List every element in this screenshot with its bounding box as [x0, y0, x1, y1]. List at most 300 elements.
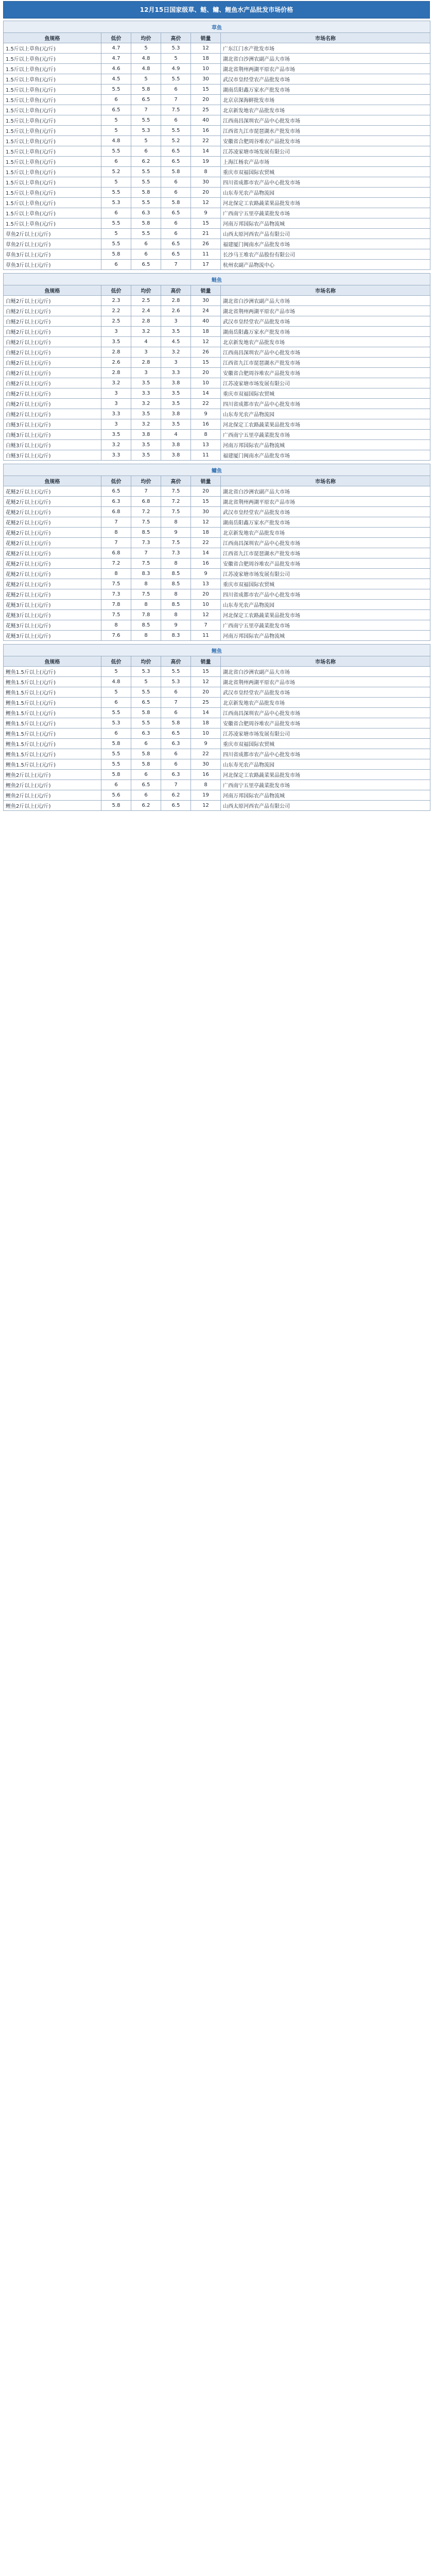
spec-cell: 鲤鱼2斤以上(元/斤) — [4, 780, 101, 790]
price-cell: 5.3 — [131, 667, 161, 677]
price-cell: 5.5 — [101, 218, 131, 229]
price-cell: 20 — [191, 589, 221, 600]
price-cell: 5.3 — [161, 43, 191, 54]
price-cell: 7.5 — [131, 558, 161, 569]
table-row — [4, 146, 430, 157]
price-cell: 5.2 — [101, 167, 131, 177]
table-row — [4, 780, 430, 790]
price-cell: 4.8 — [101, 677, 131, 687]
price-cell: 5.2 — [161, 136, 191, 146]
spec-cell: 1.5斤以上草鱼(元/斤) — [4, 115, 101, 126]
price-cell: 2.8 — [161, 296, 191, 306]
spec-cell: 白鲢3斤以上(元/斤) — [4, 430, 101, 440]
market-cell: 湖南岳阳鑫万家水产批发市场 — [221, 517, 430, 528]
market-cell: 北京新发地农产品批发市场 — [221, 528, 430, 538]
price-cell: 18 — [191, 528, 221, 538]
table-row — [4, 306, 430, 316]
table-row — [4, 569, 430, 579]
price-cell: 5.8 — [101, 770, 131, 780]
price-cell: 6 — [161, 687, 191, 698]
price-cell: 6.5 — [161, 249, 191, 260]
price-table — [3, 21, 430, 270]
price-cell: 3.2 — [131, 327, 161, 337]
spec-cell: 鲤鱼2斤以上(元/斤) — [4, 801, 101, 811]
spec-cell: 鲤鱼2斤以上(元/斤) — [4, 790, 101, 801]
price-cell: 8 — [161, 589, 191, 600]
price-cell: 5.8 — [131, 749, 161, 759]
spec-cell: 花鲢2斤以上(元/斤) — [4, 569, 101, 579]
price-cell: 22 — [191, 749, 221, 759]
table-row — [4, 759, 430, 770]
price-cell: 5.5 — [101, 749, 131, 759]
price-cell: 22 — [191, 399, 221, 409]
market-cell: 四川省成都市农产品中心批发市场 — [221, 589, 430, 600]
market-cell: 江西南昌深圳农产品中心批发市场 — [221, 347, 430, 358]
price-cell: 5.3 — [131, 126, 161, 136]
table-row — [4, 749, 430, 759]
price-cell: 6.3 — [101, 497, 131, 507]
price-cell: 15 — [191, 84, 221, 95]
price-sections — [0, 21, 433, 814]
table-row — [4, 631, 430, 641]
price-cell: 30 — [191, 74, 221, 84]
column-header: 鱼规格 — [4, 33, 101, 43]
price-cell: 7 — [161, 780, 191, 790]
price-cell: 6.5 — [161, 208, 191, 218]
market-cell: 湖南岳阳鑫万家水产批发市场 — [221, 327, 430, 337]
price-cell: 6 — [161, 177, 191, 188]
price-cell: 8 — [161, 610, 191, 620]
market-cell: 江苏凌家塘市场发展有限公司 — [221, 569, 430, 579]
market-cell: 河南万邦国际农产品物流城 — [221, 631, 430, 641]
spec-cell: 鲤鱼1.5斤以上(元/斤) — [4, 728, 101, 739]
spec-cell: 花鲢3斤以上(元/斤) — [4, 631, 101, 641]
price-cell: 8.5 — [161, 579, 191, 589]
price-cell: 3 — [101, 327, 131, 337]
table-row — [4, 589, 430, 600]
spec-cell: 白鲢2斤以上(元/斤) — [4, 409, 101, 419]
price-cell: 6 — [101, 208, 131, 218]
price-cell: 5.8 — [161, 198, 191, 208]
spec-cell: 1.5斤以上草鱼(元/斤) — [4, 198, 101, 208]
price-cell: 5 — [161, 54, 191, 64]
price-cell: 5 — [131, 136, 161, 146]
table-row — [4, 64, 430, 74]
table-row — [4, 249, 430, 260]
column-header: 均价 — [131, 656, 161, 667]
market-cell: 江西省九江市琵琶湖水产批发市场 — [221, 126, 430, 136]
price-cell: 6.5 — [161, 801, 191, 811]
market-cell: 江苏凌家塘市场发展有限公司 — [221, 728, 430, 739]
price-cell: 3.2 — [161, 347, 191, 358]
table-row — [4, 347, 430, 358]
price-cell: 7.5 — [101, 579, 131, 589]
table-row — [4, 208, 430, 218]
table-row — [4, 610, 430, 620]
table-row — [4, 136, 430, 146]
spec-cell: 花鲢2斤以上(元/斤) — [4, 486, 101, 497]
market-cell: 江西南昌深圳农产品中心批发市场 — [221, 708, 430, 718]
price-cell: 3.8 — [131, 430, 161, 440]
table-row — [4, 790, 430, 801]
price-cell: 25 — [191, 698, 221, 708]
spec-cell: 花鲢3斤以上(元/斤) — [4, 620, 101, 631]
spec-cell: 白鲢3斤以上(元/斤) — [4, 419, 101, 430]
price-cell: 7 — [101, 538, 131, 548]
market-cell: 湖北省荆州两湖平原农产品市场 — [221, 677, 430, 687]
price-cell: 3 — [161, 316, 191, 327]
market-cell: 江西南昌深圳农产品中心批发市场 — [221, 538, 430, 548]
price-cell: 18 — [191, 54, 221, 64]
price-cell: 12 — [191, 801, 221, 811]
market-cell: 广西南宁五里亭蔬菜批发市场 — [221, 620, 430, 631]
price-cell: 3.3 — [161, 368, 191, 378]
price-cell: 4.9 — [161, 64, 191, 74]
spec-cell: 草鱼3斤以上(元/斤) — [4, 249, 101, 260]
table-row — [4, 296, 430, 306]
table-row — [4, 419, 430, 430]
market-cell: 河南万邦国际农产品物流城 — [221, 440, 430, 450]
price-cell: 3.8 — [161, 409, 191, 419]
price-cell: 6 — [161, 188, 191, 198]
market-cell: 湖北省白沙洲农副产品大市场 — [221, 296, 430, 306]
price-cell: 7 — [131, 548, 161, 558]
price-cell: 5.5 — [131, 115, 161, 126]
table-row — [4, 548, 430, 558]
price-cell: 5 — [101, 687, 131, 698]
price-cell: 6.5 — [161, 239, 191, 249]
price-cell: 9 — [191, 208, 221, 218]
spec-cell: 花鲢2斤以上(元/斤) — [4, 528, 101, 538]
price-cell: 5.5 — [101, 759, 131, 770]
price-cell: 15 — [191, 497, 221, 507]
column-header-row — [4, 476, 430, 486]
price-cell: 5 — [101, 115, 131, 126]
table-row — [4, 728, 430, 739]
price-table — [3, 273, 430, 461]
price-cell: 6.3 — [161, 739, 191, 749]
price-cell: 3 — [161, 358, 191, 368]
table-row — [4, 260, 430, 270]
price-cell: 3.2 — [131, 399, 161, 409]
price-cell: 9 — [191, 409, 221, 419]
price-cell: 4.5 — [101, 74, 131, 84]
section-title: 鳙鱼 — [4, 464, 430, 476]
price-cell: 6 — [101, 728, 131, 739]
market-cell: 山东寿光农产品物流园 — [221, 600, 430, 610]
section-header-row — [4, 21, 430, 33]
price-cell: 8.5 — [161, 600, 191, 610]
price-cell: 14 — [191, 146, 221, 157]
price-cell: 13 — [191, 440, 221, 450]
section-header-row — [4, 464, 430, 476]
column-header-row — [4, 33, 430, 43]
spec-cell: 白鲢2斤以上(元/斤) — [4, 368, 101, 378]
market-cell: 重庆市双福国际农贸城 — [221, 167, 430, 177]
market-cell: 重庆市双福国际农贸城 — [221, 388, 430, 399]
market-cell: 山西太原河西农产品有限公司 — [221, 801, 430, 811]
price-cell: 8 — [101, 620, 131, 631]
price-report-page — [0, 0, 433, 814]
spec-cell: 鲤鱼1.5斤以上(元/斤) — [4, 749, 101, 759]
price-cell: 7.5 — [131, 517, 161, 528]
table-row — [4, 517, 430, 528]
column-header: 鱼规格 — [4, 656, 101, 667]
price-cell: 15 — [191, 358, 221, 368]
price-cell: 17 — [191, 260, 221, 270]
price-cell: 6 — [101, 157, 131, 167]
column-header: 销量 — [191, 33, 221, 43]
price-cell: 4 — [161, 430, 191, 440]
price-cell: 3.8 — [161, 378, 191, 388]
spec-cell: 花鲢2斤以上(元/斤) — [4, 558, 101, 569]
price-cell: 4.8 — [131, 54, 161, 64]
price-cell: 14 — [191, 548, 221, 558]
table-row — [4, 620, 430, 631]
price-cell: 6 — [131, 239, 161, 249]
price-cell: 11 — [191, 631, 221, 641]
price-cell: 7.6 — [101, 631, 131, 641]
section-header-row — [4, 645, 430, 656]
price-cell: 6.5 — [131, 95, 161, 105]
price-cell: 3.3 — [101, 409, 131, 419]
price-cell: 16 — [191, 770, 221, 780]
column-header: 低价 — [101, 656, 131, 667]
price-cell: 5.8 — [131, 759, 161, 770]
price-cell: 20 — [191, 687, 221, 698]
price-cell: 7 — [131, 105, 161, 115]
price-cell: 3.3 — [101, 450, 131, 461]
price-cell: 20 — [191, 486, 221, 497]
price-cell: 2.6 — [161, 306, 191, 316]
spec-cell: 鲤鱼1.5斤以上(元/斤) — [4, 708, 101, 718]
price-cell: 6.5 — [161, 146, 191, 157]
column-header: 市场名称 — [221, 476, 430, 486]
table-row — [4, 698, 430, 708]
spec-cell: 1.5斤以上草鱼(元/斤) — [4, 95, 101, 105]
price-cell: 6.3 — [131, 728, 161, 739]
price-cell: 7.8 — [101, 600, 131, 610]
table-row — [4, 718, 430, 728]
price-cell: 3.5 — [131, 450, 161, 461]
spec-cell: 1.5斤以上草鱼(元/斤) — [4, 146, 101, 157]
price-cell: 7 — [161, 260, 191, 270]
price-cell: 5 — [131, 74, 161, 84]
price-cell: 5.5 — [101, 188, 131, 198]
price-cell: 8 — [131, 631, 161, 641]
price-cell: 5.8 — [101, 739, 131, 749]
table-row — [4, 378, 430, 388]
spec-cell: 鲤鱼1.5斤以上(元/斤) — [4, 667, 101, 677]
table-row — [4, 54, 430, 64]
price-cell: 5.5 — [131, 198, 161, 208]
column-header: 高价 — [161, 656, 191, 667]
column-header: 均价 — [131, 285, 161, 296]
price-cell: 6 — [161, 708, 191, 718]
price-cell: 15 — [191, 667, 221, 677]
table-row — [4, 399, 430, 409]
price-cell: 20 — [191, 368, 221, 378]
price-cell: 6.5 — [131, 698, 161, 708]
column-header: 低价 — [101, 33, 131, 43]
spec-cell: 1.5斤以上草鱼(元/斤) — [4, 177, 101, 188]
market-cell: 河北保定工农路蔬菜果品批发市场 — [221, 419, 430, 430]
spec-cell: 1.5斤以上草鱼(元/斤) — [4, 157, 101, 167]
price-cell: 6 — [101, 698, 131, 708]
table-row — [4, 538, 430, 548]
price-cell: 9 — [191, 739, 221, 749]
price-cell: 8.3 — [161, 631, 191, 641]
price-cell: 3.5 — [131, 409, 161, 419]
price-cell: 5.8 — [161, 167, 191, 177]
price-cell: 5.3 — [161, 677, 191, 687]
spec-cell: 白鲢2斤以上(元/斤) — [4, 306, 101, 316]
price-cell: 8.5 — [131, 528, 161, 538]
price-cell: 5 — [101, 229, 131, 239]
table-row — [4, 43, 430, 54]
price-cell: 7 — [191, 620, 221, 631]
price-cell: 7 — [161, 698, 191, 708]
price-cell: 6.2 — [161, 790, 191, 801]
table-row — [4, 770, 430, 780]
price-cell: 7.2 — [161, 497, 191, 507]
price-cell: 9 — [191, 569, 221, 579]
spec-cell: 1.5斤以上草鱼(元/斤) — [4, 188, 101, 198]
price-cell: 12 — [191, 517, 221, 528]
spec-cell: 鲤鱼1.5斤以上(元/斤) — [4, 687, 101, 698]
price-cell: 5.3 — [101, 198, 131, 208]
price-cell: 6 — [101, 780, 131, 790]
price-cell: 2.8 — [131, 358, 161, 368]
spec-cell: 草鱼3斤以上(元/斤) — [4, 260, 101, 270]
price-cell: 6.5 — [161, 157, 191, 167]
market-cell: 江西南昌深圳农产品中心批发市场 — [221, 115, 430, 126]
table-row — [4, 177, 430, 188]
price-cell: 3.5 — [131, 378, 161, 388]
price-cell: 7.5 — [161, 486, 191, 497]
price-cell: 3.8 — [161, 450, 191, 461]
spec-cell: 1.5斤以上草鱼(元/斤) — [4, 43, 101, 54]
price-cell: 3.2 — [101, 440, 131, 450]
price-cell: 6 — [131, 739, 161, 749]
price-cell: 20 — [191, 188, 221, 198]
price-cell: 6 — [131, 770, 161, 780]
price-cell: 6 — [131, 146, 161, 157]
price-cell: 3.5 — [161, 419, 191, 430]
market-cell: 安徽省合肥周谷堆农产品批发市场 — [221, 558, 430, 569]
price-cell: 7.2 — [101, 558, 131, 569]
column-header: 高价 — [161, 476, 191, 486]
market-cell: 福建厦门闽南水产品批发市场 — [221, 450, 430, 461]
column-header: 高价 — [161, 285, 191, 296]
price-cell: 5.8 — [131, 188, 161, 198]
market-cell: 上海江杨农产品市场 — [221, 157, 430, 167]
market-cell: 重庆市双福国际农贸城 — [221, 579, 430, 589]
price-cell: 5.5 — [131, 177, 161, 188]
price-cell: 6.5 — [131, 260, 161, 270]
section-spacer — [0, 811, 433, 814]
price-cell: 6 — [161, 115, 191, 126]
price-cell: 8 — [101, 528, 131, 538]
market-cell: 北京新发地农产品批发市场 — [221, 337, 430, 347]
price-cell: 8 — [191, 167, 221, 177]
price-cell: 16 — [191, 419, 221, 430]
price-cell: 12 — [191, 198, 221, 208]
spec-cell: 花鲢2斤以上(元/斤) — [4, 579, 101, 589]
column-header: 销量 — [191, 476, 221, 486]
price-cell: 6.2 — [131, 157, 161, 167]
price-cell: 3.3 — [131, 388, 161, 399]
price-cell: 6.5 — [101, 486, 131, 497]
price-cell: 4 — [131, 337, 161, 347]
column-header: 市场名称 — [221, 656, 430, 667]
table-row — [4, 358, 430, 368]
spec-cell: 白鲢2斤以上(元/斤) — [4, 337, 101, 347]
spec-cell: 1.5斤以上草鱼(元/斤) — [4, 136, 101, 146]
price-cell: 6 — [161, 218, 191, 229]
price-cell: 5.5 — [131, 718, 161, 728]
price-cell: 3.5 — [161, 399, 191, 409]
column-header: 均价 — [131, 476, 161, 486]
price-cell: 14 — [191, 708, 221, 718]
price-cell: 5 — [101, 177, 131, 188]
price-cell: 30 — [191, 177, 221, 188]
spec-cell: 1.5斤以上草鱼(元/斤) — [4, 105, 101, 115]
price-cell: 7.5 — [101, 610, 131, 620]
price-cell: 6 — [161, 229, 191, 239]
section-header-row — [4, 274, 430, 285]
spec-cell: 花鲢3斤以上(元/斤) — [4, 610, 101, 620]
spec-cell: 鲤鱼1.5斤以上(元/斤) — [4, 739, 101, 749]
price-cell: 5.8 — [101, 801, 131, 811]
table-row — [4, 105, 430, 115]
price-cell: 5 — [131, 43, 161, 54]
column-header: 均价 — [131, 33, 161, 43]
market-cell: 四川省成都市农产品中心批发市场 — [221, 399, 430, 409]
price-cell: 5.8 — [131, 218, 161, 229]
price-cell: 6.5 — [131, 780, 161, 790]
price-cell: 8 — [161, 558, 191, 569]
price-cell: 16 — [191, 558, 221, 569]
price-cell: 19 — [191, 157, 221, 167]
market-cell: 湖北省白沙洲农副产品大市场 — [221, 54, 430, 64]
table-row — [4, 157, 430, 167]
price-cell: 8.3 — [131, 569, 161, 579]
column-header: 低价 — [101, 285, 131, 296]
spec-cell: 白鲢2斤以上(元/斤) — [4, 316, 101, 327]
price-cell: 5.5 — [131, 229, 161, 239]
table-row — [4, 239, 430, 249]
market-cell: 福建厦门闽南水产品批发市场 — [221, 239, 430, 249]
price-cell: 22 — [191, 136, 221, 146]
price-cell: 6.2 — [131, 801, 161, 811]
table-row — [4, 409, 430, 419]
price-cell: 7.5 — [131, 589, 161, 600]
price-cell: 3.5 — [131, 440, 161, 450]
table-row — [4, 430, 430, 440]
market-cell: 杭州农副产品物流中心 — [221, 260, 430, 270]
spec-cell: 1.5斤以上草鱼(元/斤) — [4, 54, 101, 64]
table-row — [4, 327, 430, 337]
spec-cell: 白鲢2斤以上(元/斤) — [4, 296, 101, 306]
market-cell: 湖北省荆州两湖平原农产品市场 — [221, 306, 430, 316]
price-cell: 3 — [101, 419, 131, 430]
table-row — [4, 188, 430, 198]
table-row — [4, 739, 430, 749]
price-cell: 5.6 — [101, 790, 131, 801]
price-cell: 13 — [191, 579, 221, 589]
price-cell: 2.5 — [131, 296, 161, 306]
